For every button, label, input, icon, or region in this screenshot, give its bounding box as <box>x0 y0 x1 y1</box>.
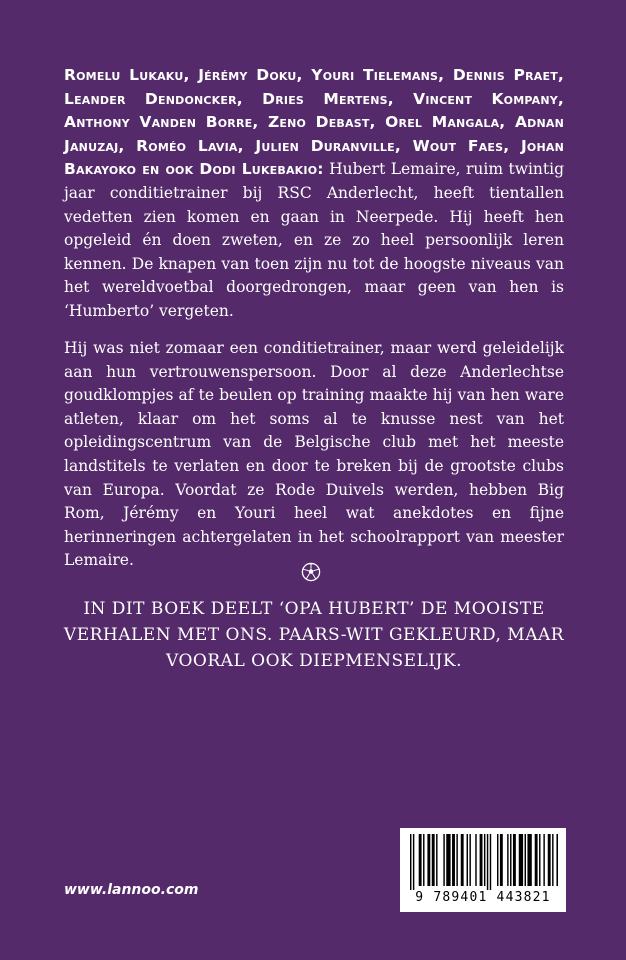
barcode-bar <box>469 834 470 886</box>
player-names: Romelu Lukaku, Jérémy Doku, Youri Tielemans, Dennis Praet, Leander Dendoncker, Dries Mertens, Vincent Kompany, Anthony Vanden Borre, Zeno Debast, Orel Mangala, Adnan Januzaj, Roméo Lavia, Julien Duranville, Wout Faes, Johan Bakayoko en ook Dodi Lukebakio: <box>64 66 564 179</box>
barcode-bar <box>413 834 414 890</box>
barcode-bar <box>443 834 444 886</box>
isbn-barcode <box>400 828 566 912</box>
barcode-bar <box>552 834 553 886</box>
barcode-bar <box>527 834 531 886</box>
barcode-bar <box>410 834 411 890</box>
barcode-bar <box>452 834 455 886</box>
barcode-bar <box>556 834 558 886</box>
barcode-bars <box>408 834 558 890</box>
barcode-bar <box>419 834 422 886</box>
barcode-bar <box>548 834 551 886</box>
barcode-bar <box>432 834 435 886</box>
barcode-bar <box>436 834 437 886</box>
isbn-number: 9 789401 443821 <box>415 890 551 905</box>
barcode-bar <box>510 834 511 886</box>
tagline: IN DIT BOEK DEELT ‘OPA HUBERT’ DE MOOISTE VERHALEN MET ONS. PAARS-WIT GEKLEURD, MAAR VOORAL OOK DIEPMENSELIJK. <box>63 599 565 671</box>
barcode-bar <box>539 834 540 886</box>
barcode-bar <box>456 834 457 886</box>
barcode-bar <box>461 834 464 886</box>
barcode-bar <box>519 834 523 886</box>
barcode-bar <box>480 834 483 886</box>
intro-paragraph <box>64 64 564 324</box>
publisher-url[interactable]: www.lannoo.com <box>64 882 199 898</box>
barcode-bar <box>475 834 476 886</box>
barcode-bar <box>507 834 508 886</box>
barcode-bar <box>490 834 491 890</box>
barcode-bar <box>525 834 526 886</box>
barcode-bar <box>535 834 538 886</box>
barcode-bar <box>423 834 424 886</box>
football-icon <box>301 562 321 582</box>
barcode-bar <box>446 834 450 886</box>
barcode-bar <box>500 834 503 886</box>
barcode-bar <box>484 834 485 886</box>
barcode-bar <box>467 834 468 886</box>
second-paragraph: Hij was niet zomaar een conditietrainer, maar werd geleidelijk aan hun vertrouwenspersoon. Door al deze Anderlechtse goudklompjes af te beulen op training maakte hij van hen ware atleten, klaar om het soms al te knusse nest van het opleidingscentrum van de Belgische club met het meeste landstitels te verlaten en door te breken bij de grootste clubs van Europa. Voordat ze Rode Duivels werden, hebben Big Rom, Jérémy en Youri heel wat anekdotes en fijne herinneringen achtergelaten in het schoolrapport van meester Lemaire. <box>64 339 564 570</box>
barcode-bar <box>427 834 430 886</box>
barcode-bar <box>513 834 516 886</box>
barcode-bar <box>487 834 488 890</box>
intro-text: Hubert Lemaire, ruim twintig jaar conditietrainer bij RSC Anderlecht, heeft tientallen vedetten zien komen en gaan in Neerpede. Hij heeft hen opgeleid én doen zweten, en ze zo heel persoonlijk leren kennen. De knapen van toen zijn nu tot de hoogste niveaus van het wereldvoetbal doorgedrongen, maar geen van hen is ‘Humberto’ vergeten. <box>64 160 565 320</box>
barcode-bar <box>543 834 544 886</box>
barcode-bar <box>497 834 498 886</box>
